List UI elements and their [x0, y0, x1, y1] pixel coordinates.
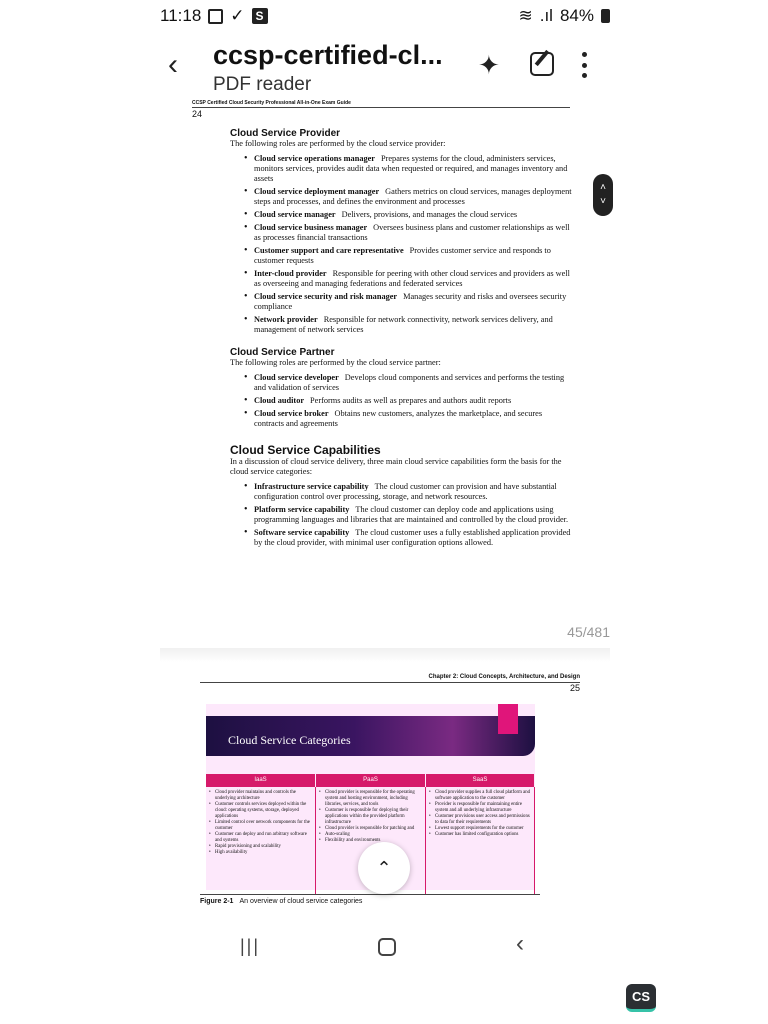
list-item: • Cloud service operations manager Prepares systems for the cloud, administers services, monitors services, provides audit data when requested or required, and manages inventory and assets — [244, 154, 572, 184]
list-item: • Customer support and care representative Provides customer service and responds to customer requests — [244, 246, 572, 266]
page-number: 25 — [569, 683, 580, 693]
list-item: • Cloud auditor Performs audits as well as prepares and authors audit reports — [244, 396, 572, 406]
download-check-icon: ✓ — [230, 6, 245, 25]
back-arrow-icon[interactable]: ‹ — [168, 48, 178, 81]
camscanner-badge[interactable]: CS — [626, 984, 656, 1012]
list-item: • Software service capability The cloud customer uses a fully established application provided by the cloud provider, with minimal user configuration options allowed. — [244, 528, 572, 548]
slide-accent-tab — [498, 704, 518, 734]
list-item: • Cloud service security and risk manager Manages security and risks and oversees security compliance — [244, 292, 572, 312]
section-heading: Cloud Service Partner — [230, 347, 335, 358]
figure-caption: Figure 2-1 An overview of cloud service categories — [200, 898, 363, 905]
chevron-down-icon[interactable]: ˅ — [600, 196, 606, 207]
header-rule — [192, 107, 570, 108]
chapter-head: Chapter 2: Cloud Concepts, Architecture, and Design — [428, 674, 580, 680]
page-content — [230, 128, 572, 551]
header-rule — [200, 682, 580, 683]
running-head: CCSP Certified Cloud Security Professional All-in-One Exam Guide — [192, 100, 351, 106]
partner-roles-list — [244, 373, 572, 429]
chevron-up-icon[interactable]: ˄ — [600, 182, 606, 193]
document-title: ccsp-certified-cl... — [213, 40, 443, 70]
table-cell: • Cloud provider supplies a full cloud platform and software application to the customer • Provider is responsible for maintaining entire system and all underlying infrastructure • Customer provisions user access and permissions to data for their requirements • Lowest support requirements for the customer • Customer has limited configuration options — [426, 787, 535, 895]
section-intro: In a discussion of cloud service delivery, three main cloud service capabilities form the basis for the cloud service categories: — [230, 457, 562, 476]
list-item: • Platform service capability The cloud customer can deploy code and applications using programming languages and libraries that are maintained and controlled by the cloud provider. — [244, 505, 572, 525]
page-divider — [160, 648, 610, 662]
table-cell: • Cloud provider maintains and controls the underlying architecture • Customer controls services deployed within the cloud: operating systems, storage, deployed applications • Limited control over network components for the customer • Customer can deploy and run arbitrary software and systems • Rapid provisioning and scalability • High availability — [206, 787, 316, 895]
column-header: IaaS — [206, 774, 316, 787]
list-item: • Infrastructure service capability The cloud customer can provision and have substantial configuration control over processing, storage, and network resources. — [244, 482, 572, 502]
s-app-icon: S — [252, 8, 268, 24]
page-number: 24 — [192, 109, 203, 119]
ai-sparkle-icon[interactable]: ✦ — [478, 50, 500, 80]
caption-rule — [200, 894, 540, 895]
battery-icon — [601, 9, 610, 23]
status-bar — [160, 4, 610, 28]
page-scroll-control[interactable] — [593, 174, 613, 216]
more-options-icon[interactable] — [582, 52, 588, 78]
recent-apps-icon[interactable]: ||| — [240, 936, 261, 956]
provider-roles-list — [244, 154, 572, 335]
section-intro: The following roles are performed by the cloud service provider: — [230, 139, 446, 148]
edit-icon[interactable] — [530, 52, 554, 76]
list-item: • Cloud service deployment manager Gathers metrics on cloud services, manages deployment steps and processes, and defines the environment and processes — [244, 187, 572, 207]
status-time: 11:18 — [160, 6, 202, 25]
list-item: • Cloud service business manager Oversees business plans and customer relationships as well as processes financial transactions — [244, 223, 572, 243]
list-item: • Cloud service broker Obtains new customers, analyzes the marketplace, and secures contracts and agreements — [244, 409, 572, 429]
app-bar — [160, 36, 610, 100]
home-icon[interactable] — [378, 938, 396, 956]
table-cell: • Cloud provider is responsible for the operating system and hosting environment, including libraries, services, and tools • Customer is responsible for deploying their applications within the provided platform infrastructure • Cloud provider is responsible for patching and • Auto-scaling • Flexibility and environments — [316, 787, 426, 895]
slide-banner — [206, 716, 535, 756]
battery-level: 84% — [559, 6, 594, 25]
system-nav-bar — [160, 928, 610, 968]
list-item: • Inter-cloud provider Responsible for peering with other cloud services and providers as well as overseeing and managing federations and federated services — [244, 269, 572, 289]
column-header: PaaS — [316, 774, 426, 787]
section-heading: Cloud Service Provider — [230, 128, 341, 139]
column-header: SaaS — [426, 774, 535, 787]
page-counter: 45/481 — [567, 624, 610, 640]
chevron-up-icon: ⌃ — [376, 857, 392, 878]
section-intro: The following roles are performed by the cloud service partner: — [230, 358, 441, 367]
section-heading: Cloud Service Capabilities — [230, 443, 381, 457]
app-subtitle: PDF reader — [213, 74, 312, 95]
gallery-notification-icon — [208, 9, 223, 24]
list-item: • Cloud service developer Develops cloud components and services and performs the testing and validation of services — [244, 373, 572, 393]
wifi-icon: ≋ — [518, 6, 533, 25]
nav-back-icon[interactable]: ‹ — [516, 930, 524, 957]
pdf-page-24 — [160, 100, 610, 645]
capabilities-list — [244, 482, 572, 548]
list-item: • Network provider Responsible for network connectivity, network services delivery, and management of network services — [244, 315, 572, 335]
signal-icon: .ıl — [539, 6, 553, 25]
slide-title: Cloud Service Categories — [228, 733, 351, 747]
scroll-to-top-button[interactable] — [358, 842, 410, 894]
list-item: • Cloud service manager Delivers, provisions, and manages the cloud services — [244, 210, 572, 220]
